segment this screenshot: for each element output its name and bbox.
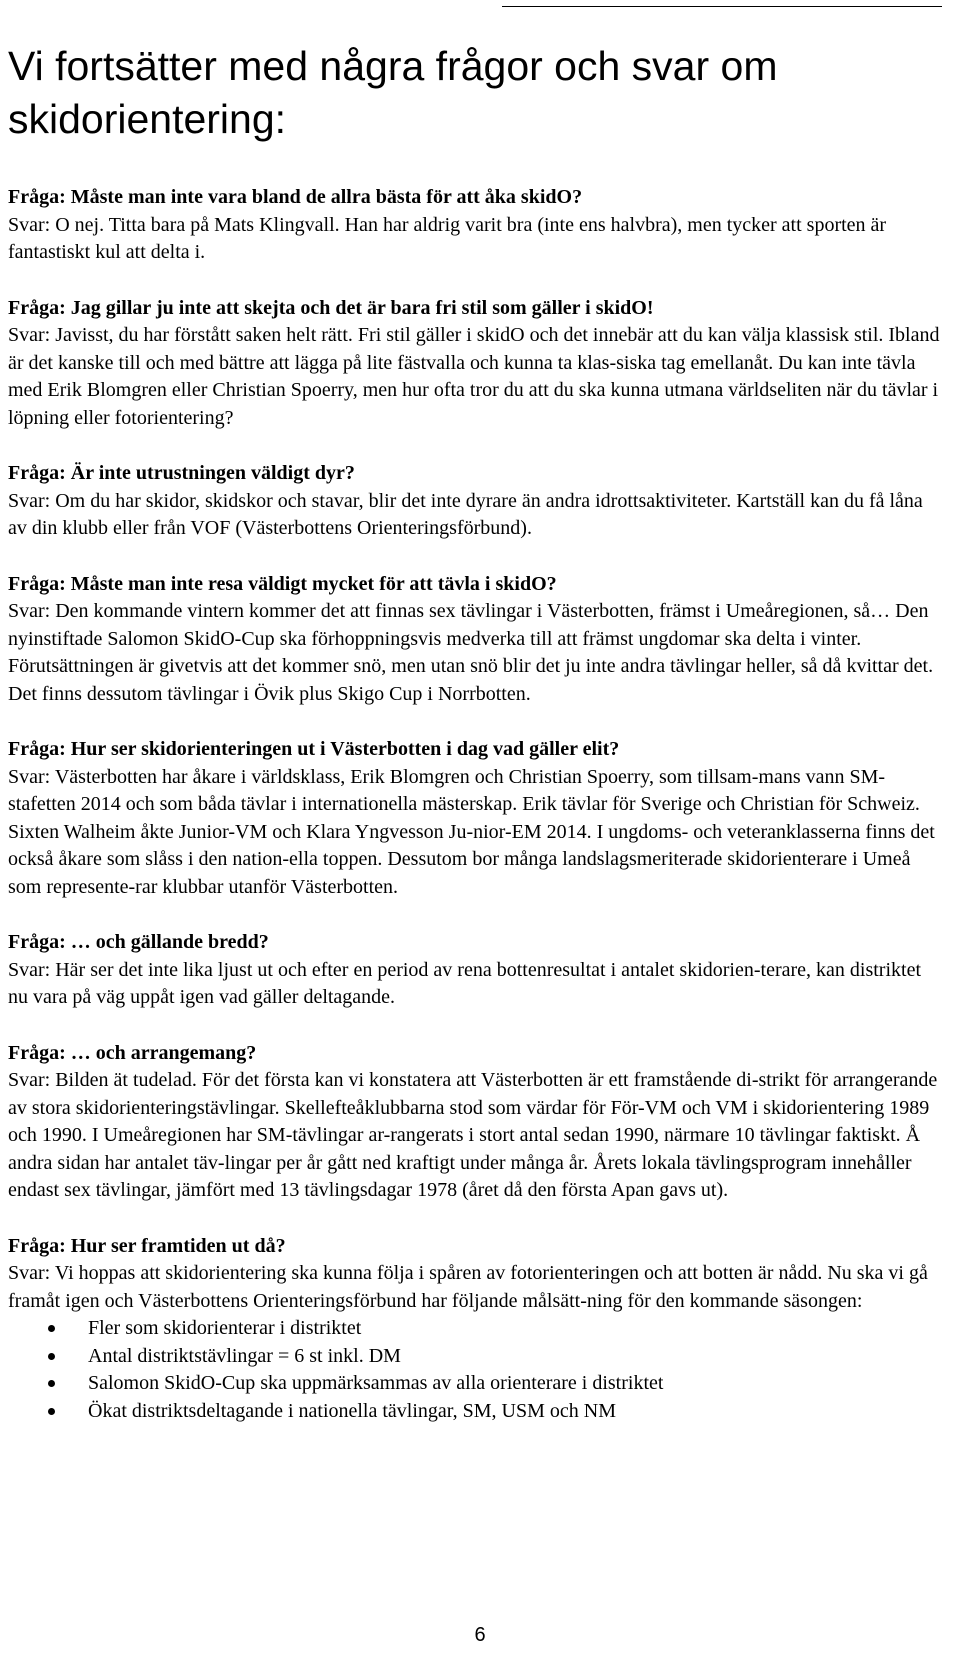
answer: Svar: Javisst, du har förstått saken helt rätt. Fri stil gäller i skidO och det innebär att du kan välja klassisk stil. Ibland är det kanske till och med bättre att lägga på lite fästvalla och kunna ta klas-siska tag emellanåt. Du kan inte tävla med Erik Blomgren eller Christian Spoerry, men hur ofta tror du att du ska kunna utmana världseliten när du tävlar i löpning eller fotorientering? (8, 324, 940, 429)
answer: Svar: Vi hoppas att skidorientering ska kunna följa i spåren av fotorienteringen och att botten är nådd. Nu ska vi gå framåt igen och Västerbottens Orienteringsförbund har följande målsätt-ning för den kommande säsongen: (8, 1262, 928, 1312)
qa-block (8, 1040, 940, 1205)
goals-list (8, 1315, 940, 1425)
qa-block (8, 184, 940, 267)
qa-block (8, 1233, 940, 1316)
qa-block (8, 460, 940, 543)
list-item (8, 1315, 940, 1343)
qa-block (8, 295, 940, 433)
question: Fråga: Jag gillar ju inte att skejta och det är bara fri stil som gäller i skidO! (8, 296, 654, 319)
list-item (8, 1343, 940, 1371)
question: Fråga: Hur ser framtiden ut då? (8, 1234, 286, 1257)
answer: Svar: Den kommande vintern kommer det att finnas sex tävlingar i Västerbotten, främst i Umeåregionen, så… Den nyinstiftade Salomon SkidO-Cup ska förhoppningsvis medverka till att främst ungdomar ska delta i vinter. Förutsättningen är givetvis att det kommer snö, men utan snö blir det ju inte andra tävlingar heller, så då kvittar det. Det finns dessutom tävlingar i Övik plus Skigo Cup i Norrbotten. (8, 600, 934, 705)
list-item-text: Salomon SkidO-Cup ska uppmärksammas av alla orienterare i distriktet (88, 1372, 664, 1394)
bullet-icon (48, 1380, 55, 1387)
list-item (8, 1398, 940, 1426)
page-title: Vi fortsätter med några frågor och svar om skidorientering: (8, 43, 778, 142)
answer: Svar: Om du har skidor, skidskor och stavar, blir det inte dyrare än andra idrottsaktiviteter. Kartställ kan du få låna av din klubb eller från VOF (Västerbottens Orienteringsförbund). (8, 489, 923, 539)
header-rule (502, 6, 942, 7)
list-item-text: Fler som skidorienterar i distriktet (88, 1317, 362, 1339)
answer: Svar: Här ser det inte lika ljust ut och efter en period av rena bottenresultat i antalet skidorien-terare, kan distriktet nu vara på väg uppåt igen vad gäller deltagande. (8, 958, 922, 1008)
question: Fråga: Måste man inte vara bland de allra bästa för att åka skidO? (8, 186, 583, 208)
question: Fråga: Måste man inte resa väldigt mycket för att tävla i skidO? (8, 572, 557, 595)
answer: Svar: Bilden ät tudelad. För det första kan vi konstatera att Västerbotten är ett framstående di-strikt för arrangerande av stora skidorienteringstävlingar. Skellefteåklubbarna stod som värdar för För-VM och VM i skidorientering 1989 och 1990. I Umeåregionen har SM-tävlingar ar-rangerats i stort antal sedan 1990, närmare 10 tävlingar faktiskt. Å andra sidan har antalet täv-lingar per år gått ned kraftigt under många år. Årets lokala tävlingsprogram innehåller endast sex tävlingar, jämfört med 13 tävlingsdagar 1978 (året då den första Apan gavs ut). (8, 1069, 938, 1201)
answer: Svar: O nej. Titta bara på Mats Klingvall. Han har aldrig varit bra (inte ens halvbra), men tycker att sporten är fantastiskt kul att delta i. (8, 213, 887, 263)
document-page (8, 40, 940, 1425)
question: Fråga: Hur ser skidorienteringen ut i Västerbotten i dag vad gäller elit? (8, 738, 620, 760)
list-item-text: Ökat distriktsdeltagande i nationella tävlingar, SM, USM och NM (88, 1399, 617, 1422)
list-item-text: Antal distriktstävlingar = 6 st inkl. DM (88, 1344, 401, 1367)
qa-block (8, 571, 940, 709)
page-number: 6 (474, 1624, 486, 1646)
question: Fråga: … och arrangemang? (8, 1041, 257, 1064)
bullet-icon (48, 1325, 55, 1332)
bullet-icon (48, 1353, 55, 1360)
question: Fråga: … och gällande bredd? (8, 931, 269, 953)
bullet-icon (48, 1408, 55, 1415)
qa-block (8, 929, 940, 1012)
list-item (8, 1370, 940, 1398)
qa-block (8, 736, 940, 901)
question: Fråga: Är inte utrustningen väldigt dyr? (8, 462, 355, 484)
answer: Svar: Västerbotten har åkare i världsklass, Erik Blomgren och Christian Spoerry, som tillsam-mans vann SM-stafetten 2014 och som båda tävlar i internationella mästerskap. Erik tävlar för Sverige och Christian för Schweiz. Sixten Walheim åkte Junior-VM och Klara Yngvesson Ju-nior-EM 2014. I ungdoms- och veteranklasserna finns det också åkare som slåss i den nation-ella toppen. Dessutom bor många landslagsmeriterade skidorienterare i Umeå som represente-rar klubbar utanför Västerbotten. (8, 765, 935, 898)
